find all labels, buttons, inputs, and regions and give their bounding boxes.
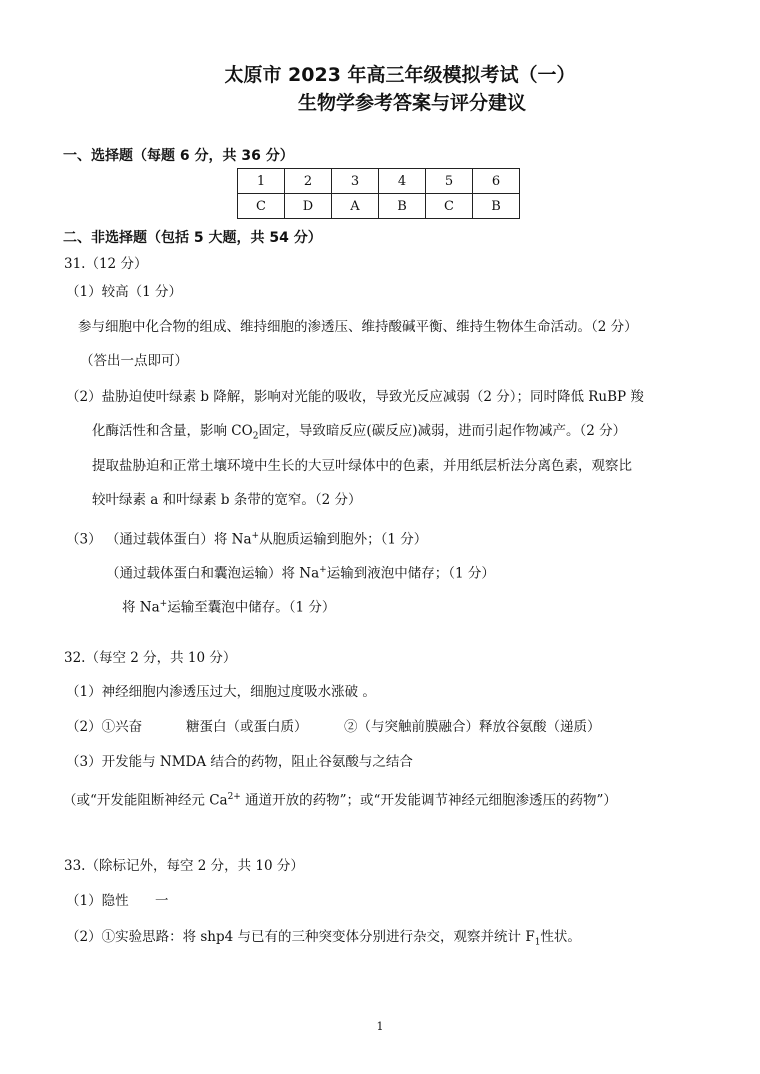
subscript: 1 [534, 937, 541, 948]
q32-part2-c: ②（与突触前膜融合）释放谷氨酸（递质） [344, 719, 601, 735]
q31-part1: （1）较高（1 分） [66, 284, 182, 300]
q31-part1-detail: 参与细胞中化合物的组成、维持细胞的渗透压、维持酸碱平衡、维持生物体生命活动。（2 分） [78, 319, 638, 335]
text-span: 将 Na [122, 599, 160, 616]
q31-part3-line3 [122, 595, 335, 617]
text-span: 固定，导致暗反应(碳反应)减弱，进而引起作物减产。（2 分） [258, 423, 627, 439]
text-span: 性状。 [540, 929, 581, 945]
answer-cell: C [426, 194, 473, 219]
q32-heading: 32.（每空 2 分，共 10 分） [64, 650, 237, 666]
superscript: + [159, 599, 168, 609]
q33-heading: 33.（除标记外，每空 2 分，共 10 分） [64, 858, 304, 874]
subscript: 2 [252, 431, 259, 442]
question-number: 1 [238, 169, 285, 194]
q31-part2-line1: （2）盐胁迫使叶绿素 b 降解，影响对光能的吸收，导致光反应减弱（2 分）；同时降低 RuBP 羧 [66, 389, 644, 405]
question-number: 5 [426, 169, 473, 194]
q32-part2-a: （2）①兴奋 [66, 719, 143, 735]
answer-cell: A [332, 194, 379, 219]
q31-part2-line3: 提取盐胁迫和正常土壤环境中生长的大豆叶绿体中的色素，并用纸层析法分离色素，观察比 [92, 458, 632, 474]
superscript: + [251, 531, 260, 541]
text-span: （或“开发能阻断神经元 Ca [63, 792, 228, 809]
q33-part1-b: 一 [155, 893, 169, 909]
question-number: 3 [332, 169, 379, 194]
q31-part3-line2 [106, 561, 495, 583]
text-span: 化酶活性和含量，影响 CO [92, 423, 253, 439]
text-span: （2）①实验思路：将 shp4 与已有的三种突变体分别进行杂交，观察并统计 F [66, 929, 535, 945]
q31-part1-note: （答出一点即可） [80, 353, 188, 369]
answer-cell: C [238, 194, 285, 219]
answer-table-header-row [238, 169, 520, 194]
page-number: 1 [376, 1020, 384, 1033]
question-number: 6 [473, 169, 520, 194]
text-span: （通过载体蛋白和囊泡运输）将 Na [106, 565, 320, 582]
question-number: 4 [379, 169, 426, 194]
q31-part2-line4: 较叶绿素 a 和叶绿素 b 条带的宽窄。（2 分） [92, 492, 362, 508]
answer-cell: B [473, 194, 520, 219]
text-span: 运输到液泡中储存；（1 分） [326, 565, 495, 582]
answer-cell: D [285, 194, 332, 219]
q33-part1-a: （1）隐性 [66, 893, 129, 909]
text-span: （3） （通过载体蛋白）将 Na [66, 531, 252, 548]
answer-table [237, 168, 520, 219]
question-number: 2 [285, 169, 332, 194]
q32-part3-alt [63, 788, 617, 810]
superscript: + [319, 565, 327, 575]
q33-part2 [66, 928, 581, 952]
text-span: 运输至囊泡中储存。（1 分） [167, 599, 336, 616]
text-span: 通道开放的药物”；或“开发能调节神经元细胞渗透压的药物”） [240, 792, 617, 809]
section1-heading: 一、选择题（每题 6 分，共 36 分） [63, 148, 294, 164]
q31-part2-line2 [92, 422, 626, 446]
answer-cell: B [379, 194, 426, 219]
q31-heading: 31.（12 分） [64, 256, 148, 272]
page-title-line1: 太原市 2023 年高三年级模拟考试（一） [224, 64, 576, 86]
q32-part1: （1）神经细胞内渗透压过大，细胞过度吸水涨破 。 [66, 684, 376, 700]
q32-part3: （3）开发能与 NMDA 结合的药物，阻止谷氨酸与之结合 [66, 754, 413, 770]
answer-table-answer-row [238, 194, 520, 219]
text-span: 从胞质运输到胞外；（1 分） [259, 531, 428, 548]
q32-part2-b: 糖蛋白（或蛋白质） [186, 719, 308, 735]
page-title-line2: 生物学参考答案与评分建议 [297, 92, 527, 114]
superscript: 2+ [227, 792, 241, 802]
section2-heading: 二、非选择题（包括 5 大题，共 54 分） [63, 230, 322, 246]
q31-part3-line1 [66, 527, 427, 549]
